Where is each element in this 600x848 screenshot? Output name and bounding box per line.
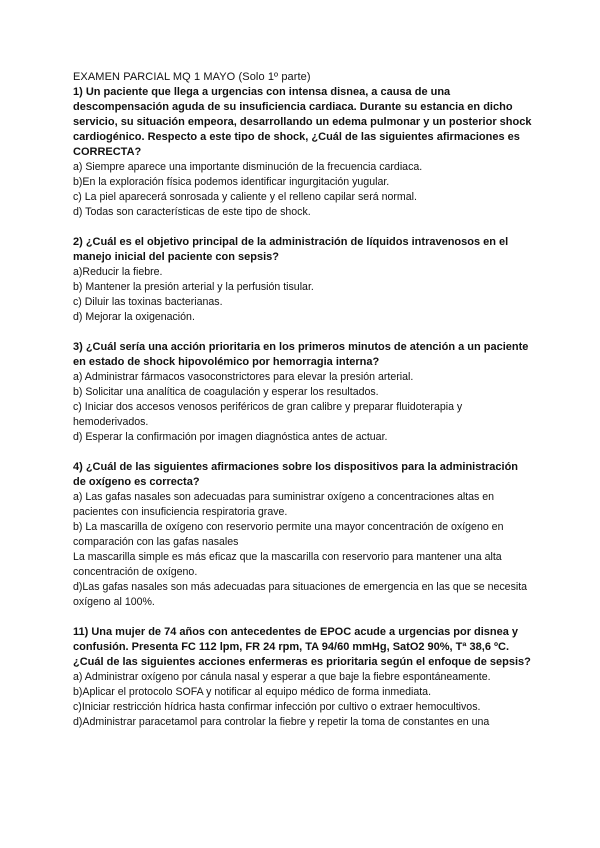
question-title: 11) Una mujer de 74 años con antecedentes de EPOC acude a urgencias por disnea y confusión. Presenta FC 112 lpm, FR 24 rpm, TA 94/60 mmHg, SatO2 90%, Tª 38,6 ºC. ¿Cuál de las siguientes acciones enfermeras es prioritaria según el enfoque de sepsis? — [73, 626, 531, 668]
exam-page — [73, 70, 533, 730]
answer-option: b)Aplicar el protocolo SOFA y notificar al equipo médico de forma inmediata. — [73, 686, 432, 698]
question-2 — [73, 235, 533, 325]
answer-option: La mascarilla simple es más eficaz que la mascarilla con reservorio para mantener una alta concentración de oxígeno. — [73, 551, 502, 578]
answer-option: c) Diluir las toxinas bacterianas. — [73, 296, 223, 308]
answer-option: c) La piel aparecerá sonrosada y caliente y el relleno capilar será normal. — [73, 191, 417, 203]
spacer — [73, 445, 533, 460]
spacer — [73, 325, 533, 340]
question-4 — [73, 460, 533, 610]
answer-option: d) Todas son características de este tipo de shock. — [73, 206, 311, 218]
question-title: 3) ¿Cuál sería una acción prioritaria en los primeros minutos de atención a un paciente en estado de shock hipovolémico por hemorragia interna? — [73, 341, 529, 368]
answer-option: c) Iniciar dos accesos venosos periféricos de gran calibre y preparar fluidoterapia y hemoderivados. — [73, 401, 463, 428]
answer-option: a) Administrar oxígeno por cánula nasal y esperar a que baje la fiebre espontáneamente. — [73, 671, 491, 683]
answer-option: b) Mantener la presión arterial y la perfusión tisular. — [73, 281, 314, 293]
question-title: 4) ¿Cuál de las siguientes afirmaciones sobre los dispositivos para la administración de oxígeno es correcta? — [73, 461, 519, 488]
answer-option: a) Siempre aparece una importante disminución de la frecuencia cardiaca. — [73, 161, 423, 173]
question-3 — [73, 340, 533, 445]
answer-option: b)En la exploración física podemos identificar ingurgitación yugular. — [73, 176, 390, 188]
spacer — [73, 220, 533, 235]
answer-option: a)Reducir la fiebre. — [73, 266, 163, 278]
answer-option: d) Esperar la confirmación por imagen diagnóstica antes de actuar. — [73, 431, 388, 443]
answer-option: b) Solicitar una analítica de coagulación y esperar los resultados. — [73, 386, 379, 398]
question-title: 2) ¿Cuál es el objetivo principal de la administración de líquidos intravenosos en el manejo inicial del paciente con sepsis? — [73, 236, 509, 263]
answer-option: b) La mascarilla de oxígeno con reservorio permite una mayor concentración de oxígeno en comparación con las gafas nasales — [73, 521, 504, 548]
answer-option: d) Mejorar la oxigenación. — [73, 311, 195, 323]
question-1 — [73, 85, 533, 220]
spacer — [73, 610, 533, 625]
answer-option: a) Administrar fármacos vasoconstrictores para elevar la presión arterial. — [73, 371, 414, 383]
question-11 — [73, 625, 533, 730]
question-title: 1) Un paciente que llega a urgencias con intensa disnea, a causa de una descompensación aguda de su insuficiencia cardiaca. Durante su estancia en dicho servicio, su situación empeora, desarrollando un edema pulmonar y un posterior shock cardiogénico. Respecto a este tipo de shock, ¿Cuál de las siguientes afirmaciones es CORRECTA? — [73, 86, 532, 158]
answer-option: c)Iniciar restricción hídrica hasta confirmar infección por cultivo o extraer hemocultivos. — [73, 701, 481, 713]
exam-header: EXAMEN PARCIAL MQ 1 MAYO (Solo 1º parte) — [73, 71, 311, 83]
answer-option: d)Las gafas nasales son más adecuadas para situaciones de emergencia en las que se necesita oxígeno al 100%. — [73, 581, 528, 608]
answer-option: a) Las gafas nasales son adecuadas para suministrar oxígeno a concentraciones altas en pacientes con insuficiencia respiratoria grave. — [73, 491, 495, 518]
answer-option: d)Administrar paracetamol para controlar la fiebre y repetir la toma de constantes en una — [73, 716, 490, 728]
